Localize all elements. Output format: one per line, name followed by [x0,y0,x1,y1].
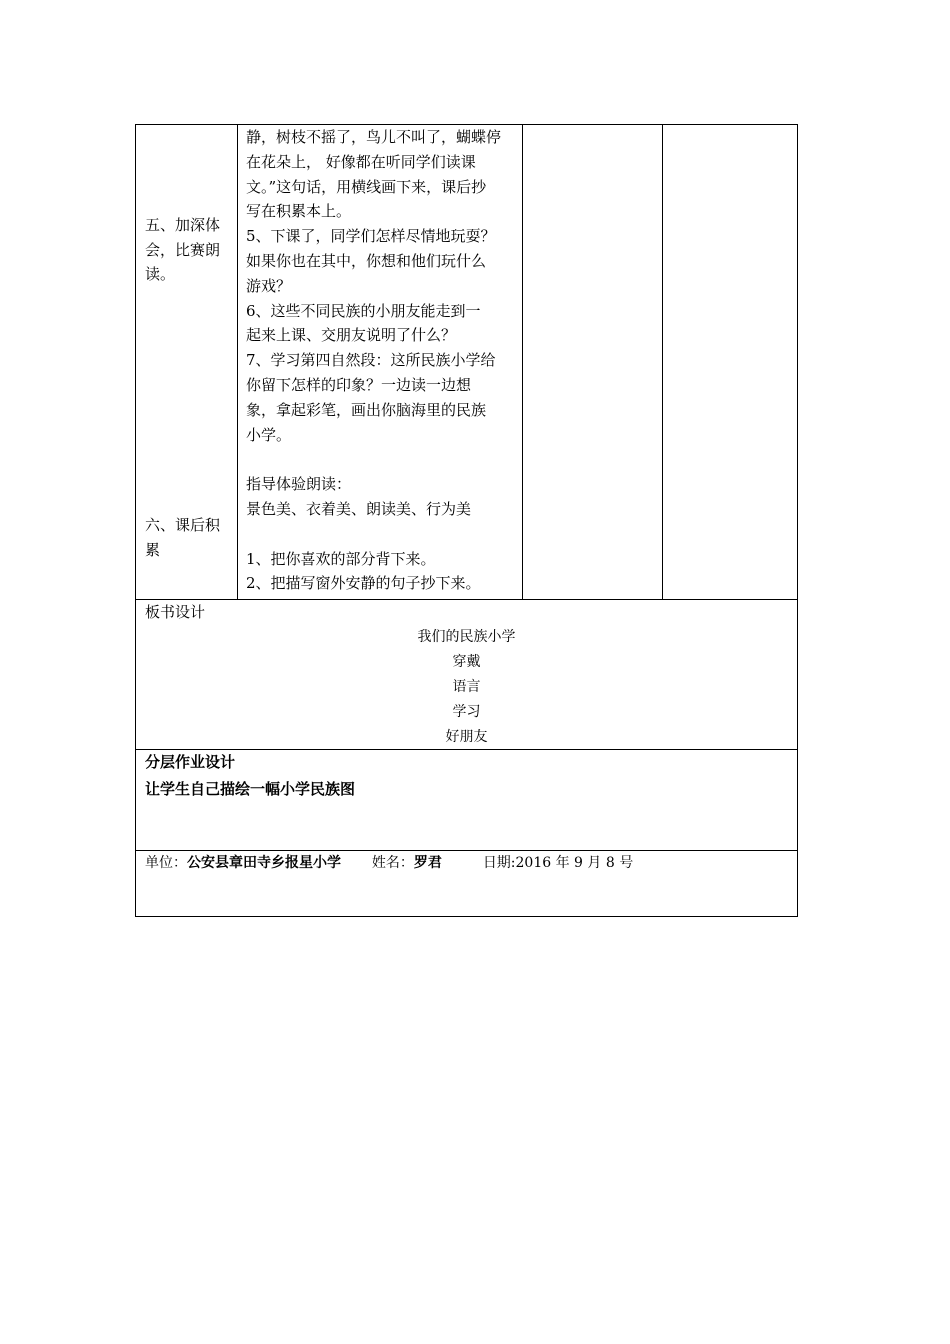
row-divider-board [136,599,797,600]
unit-label: 单位： [145,855,187,871]
board-title: 我们的民族小学 [417,629,516,645]
board-line: 穿戴 [452,654,481,670]
board-line: 学习 [452,704,481,720]
step-label-six: 六、课后积 累 [145,516,221,559]
column-divider-3 [662,125,663,599]
unit-value: 公安县章田寺乡报星小学 [187,855,341,871]
homework-text: 让学生自己描绘一幅小学民族图 [145,780,356,798]
lesson-plan-table [135,124,798,917]
teaching-content: 静，树枝不摇了，鸟儿不叫了，蝴蝶停 在花朵上， 好像都在听同学们读课 文。”这句话，用横线画下来，课后抄 写在积累本上。 5、下课了，同学们怎样尽情地玩耍？ 如果你也在其中，你想和他们玩什么 游戏？ 6、这些不同民族的小朋友能走到一 起来上课、交朋友说明了什么？ 7、学习第四自然段：这所民族小学给 你留下怎样的印象？一边读一边想 象，拿起彩笔，画出你脑海里的民族 小学。 指导体验朗读： 景色美、衣着美、朗读美、行为美 1、把你喜欢的部分背下来。 2、把描写窗外安静的句子抄下来。 [246,128,502,593]
homework-heading: 分层作业设计 [145,753,236,771]
name-label: 姓名： [371,855,414,871]
board-line: 好朋友 [445,729,488,745]
column-divider-1 [237,125,238,599]
column-divider-2 [522,125,523,599]
footer-info [145,851,633,876]
name-value: 罗君 [413,855,442,871]
board-design-lines [136,625,797,750]
date-text: 日期:2016 年 9 月 8 号 [482,855,634,871]
board-line: 语言 [452,679,481,695]
step-label-five: 五、加深体 会，比赛朗 读。 [145,216,221,284]
board-design-heading: 板书设计 [145,603,206,621]
